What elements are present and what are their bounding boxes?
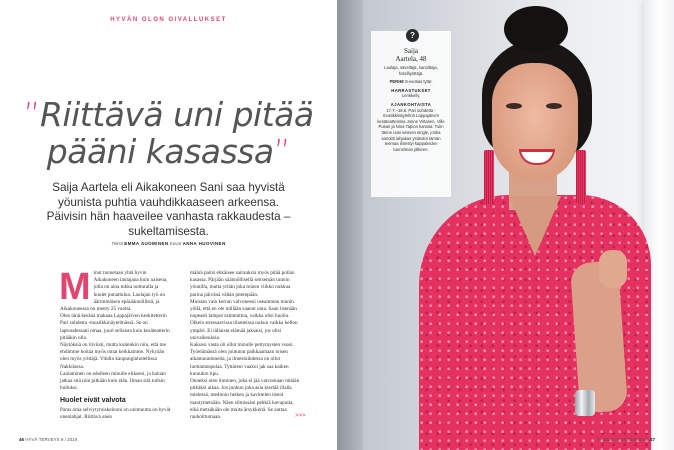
section-label: HYVÄN OLON OIVALLUKSET: [110, 17, 227, 23]
body-column-1: [59, 266, 172, 421]
credits: [0, 241, 337, 246]
continue-arrow-icon: >>>: [295, 413, 306, 419]
issue-number: 9 / 2019: [596, 437, 614, 442]
hair-bun: [504, 6, 568, 52]
close-quote: ”: [273, 132, 291, 171]
body-column-2: [190, 270, 302, 421]
headline-text-2: pääni kasassa: [46, 132, 274, 171]
text-credit-author: EMMA SUOMINEN: [124, 241, 169, 246]
hobbies-text: Lenkkeily.: [401, 93, 421, 99]
subheading: Huolet eivät valvota: [60, 397, 126, 405]
headline-text-1: Riittävä uni pitää: [40, 95, 314, 134]
text-credit-label: Teksti: [111, 241, 123, 246]
issue-number: 9 / 2019: [60, 437, 78, 442]
magazine-name: HYVÄ TERVEYS: [614, 437, 649, 442]
current-label: AJANKOHTAISTA: [390, 101, 432, 107]
body-paragraph: Näytöksiä on tiiviisti, mutta kuitenkin niin, että me ehdimme hoitaa myös omat keikkamme. Nykyään olen myös yrittäjä. Vihdin kaupunginhotellissa Nakkilassa.: [60, 342, 166, 370]
info-name: Saija: [404, 47, 418, 55]
info-name-age: Aartela, 48: [395, 55, 427, 63]
body-paragraph: Olen tänä kesänä makaaa Lappajärven keskitetterin Pari suhdetta -musiikkinäytelmässä. Se on lapsuudessani omaa, juuri sellaista kuin kesäteatterin pitääkin olla.: [60, 313, 170, 341]
magazine-name: HYVÄ TERVEYS: [25, 437, 60, 442]
page-number: 47: [649, 437, 655, 442]
footer-right: [597, 437, 655, 442]
open-quote: ”: [23, 95, 40, 134]
door-edge: [337, 0, 363, 450]
hobbies-label: HARRASTUKSET: [391, 87, 431, 93]
drop-cap: M: [59, 266, 91, 308]
family-text: 8-vuotias tytär.: [405, 79, 433, 85]
family-label: PERHE: [389, 79, 405, 85]
earring-right: [576, 150, 586, 204]
headline-line-2: [0, 133, 337, 170]
body-paragraph: Muistan vain kerran valvoneeni useamman tunnin yöllä, että en ole millään saanut unta. Saan lisenään nopeasti lamput sammuttua, vaikka olisi huolia. Olkein stressaavissa tilanteissa nukun vaikka kellon ympäri. Ei tällaista elämää jaksaisi, jos olisi univaikeuksia.: [190, 298, 298, 341]
info-family: [371, 79, 451, 85]
body-paragraph: Onneksi olen ihminen, joka ei jää vatvomaan mitään pitkäksi aikaa. Jos jonkun joka asia kiertää illalla mielessä, meditoin hetken ja kavittelen itseni mantymetsään. Näen silmissäni pehkiä havupuita, eikä metsäkään ole muita ärsykkeitä. Se auttaa rauhoittumaan.: [190, 378, 300, 421]
hand: [599, 250, 627, 288]
headline-line-1: [0, 96, 337, 133]
right-page: [337, 0, 674, 450]
face: [492, 63, 578, 181]
page-number: 46: [19, 437, 25, 442]
info-box: [371, 31, 451, 197]
photo-credit-label: Kuvat: [169, 241, 182, 246]
footer-left: [19, 437, 77, 442]
body-paragraph: määrä paitsi ehkäisee sairauksia myös pitää pollan kasassa. Pärjään säännöllisellä seitsemän tunnin yöunilla, mutta yritän joka toinen viikko nukkua parina päivänä vähän pitempään.: [190, 270, 295, 298]
body-paragraph: Paras oma selviytymiskeinoni on unimuutta on hyvät unenlahjat. Riittävä unen: [60, 406, 171, 420]
earring-left: [484, 150, 494, 204]
current-text: 17.7.–18.8. Pari suhdetta -musiikkinäytelmä Lappajärven kesäteatterissa Jonne Virtasen, Ville Pusan ja Nina Tapion kanssa. Tulin tänne uusi veteren single, jonka sanoitti lahjakas ystäväni tämän teemaa ilmestyi kappaleiden tunnelman jälkeen.: [377, 107, 445, 152]
bracelet: [575, 390, 595, 416]
eye-left: [506, 103, 522, 109]
photo-credit-author: ANNA HUOVINEN: [182, 241, 226, 246]
headline: [0, 96, 337, 170]
body-paragraph: inut tunnetaan yhtä hyvin Aikakoneen laulajana kuin naisena, jolla on aina tukka nutturalla ja huulet punattuina. Laulajan työ on äärimmäisen epäsäännöllistä, ja Aikakoneessa on menty 25 vuotta.: [60, 270, 168, 313]
smile: [519, 149, 555, 165]
question-badge-icon: ?: [406, 29, 419, 42]
eye-right: [546, 103, 562, 109]
neckline: [509, 196, 561, 256]
body-paragraph: Kaksosi vasta oli ollut minulle pettymysten vuosi. Työelämässä olen joutunut paikkaamaan toisen aikamuuntuneita, ja ilmestuihdessa on ollut luottamuspulaa. Tyttäreni vaakoi jak saa kaiken kuraukin tipu.: [190, 342, 294, 377]
info-description: Laulaja, säveltäjä, sanoittaja, hotelliyrittäjä.: [384, 65, 438, 76]
lead-paragraph: Saija Aartela eli Aikakoneen Sani saa hyvistä yöunista puhtia vauhdikkaaseen arkeensa. Päivisin hän haaveilee vanhasta rakkaudesta – sukeltamisesta.: [46, 181, 291, 238]
body-paragraph: Laulaminen on edelleen minulle elikseni, ja haluan jatkaa sitä niin pitkään kuin elän. Ilman sitä tulisin hulluksi.: [60, 370, 166, 392]
